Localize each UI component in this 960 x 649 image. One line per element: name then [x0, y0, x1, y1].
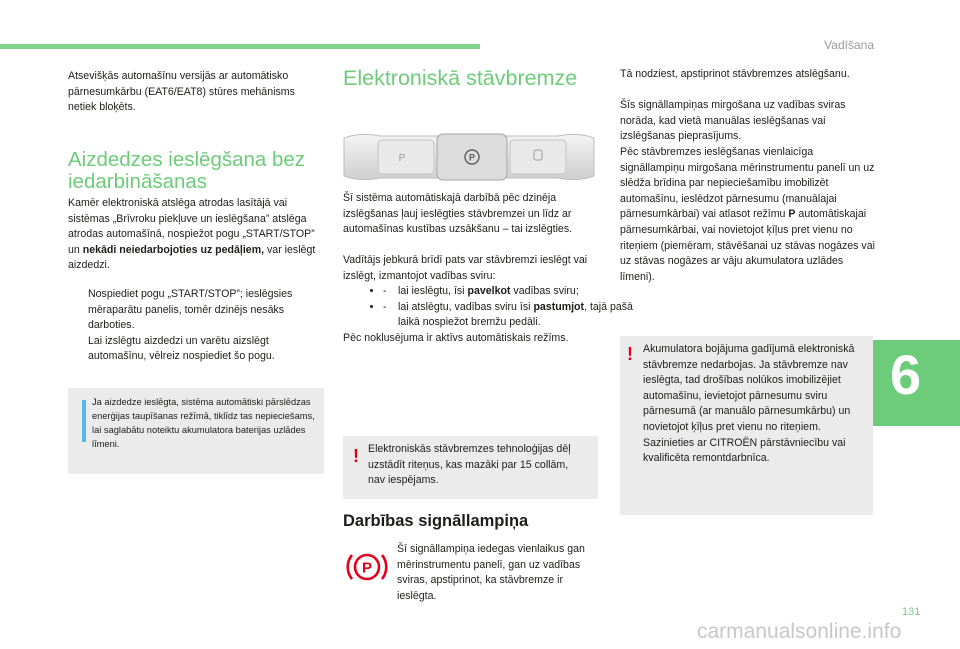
warning-note-text: Elektroniskās stāvbremzes tehnoloģijas dēļ uzstādīt riteņus, kas mazāki par 15 collām, nav iespējams.	[368, 443, 571, 487]
heading-parking-brake: Elektroniskā stāvbremze	[343, 66, 578, 90]
heading-ignition: Aizdedzes ieslēgšana bez iedarbināšanas	[68, 148, 306, 193]
heading-warning-lamp: Darbības signāllampiņa	[343, 512, 529, 530]
parking-brake-default: Pēc noklusējuma ir aktīvs automātiskais režīms.	[343, 332, 569, 344]
list-item: • - lai atslēgtu, vadības sviru īsi pastumjot, tajā pašā laikā nospiežot bremžu pedāli.	[383, 300, 633, 331]
parking-brake-intro: Šī sistēma automātiskajā darbībā pēc dzinēja izslēgšanas ļauj ieslēgties stāvbremzei un līdz ar automašīnas kustības uzsākšanu – tai izslēgties.	[343, 192, 573, 236]
parking-brake-actions	[343, 284, 633, 331]
info-note-text: Ja aizdedze ieslēgta, sistēma automātiski pārslēdzas enerģijas taupīšanas režīmā, tiklīdz tas nepieciešams, lai saglabātu noteiktu akumulatora baterijas uzlādes līmeni.	[92, 397, 315, 449]
header-accent-bar	[0, 44, 480, 49]
info-marker	[82, 400, 86, 442]
lamp-blink-paragraph: Šīs signāllampiņas mirgošana uz vadības sviras norāda, kad vietā manuālas ieslēgšanas vai izslēgšanas pieprasījums.	[620, 99, 846, 143]
list-item: Lai izslēgtu aizdedzi un varētu aizslēgt automašīnu, vēlreiz nospiediet šo pogu.	[88, 334, 275, 363]
lamp-symbol: P	[361, 559, 373, 577]
info-note	[68, 388, 324, 474]
list-item: • - lai ieslēgtu, īsi pavelkot vadības sviru;	[383, 284, 633, 300]
watermark: carmanualsonline.info	[697, 620, 902, 643]
parking-brake-manual: Vadītājs jebkurā brīdī pats var stāvbremzi ieslēgt vai izslēgt, izmantojot vadības sviru:	[343, 254, 588, 282]
parking-brake-lamp-icon	[345, 547, 389, 587]
warning-icon: !	[627, 344, 633, 364]
ignition-paragraph: Kamēr elektroniskā atslēga atrodas lasītājā vai sistēmas „Brīvroku piekļuve un ieslēgšana” atslēga atrodas automašīnā, nospiežot pogu „START/STOP” un nekādi neiedarbojoties uz pedāļiem, var ieslēgt aizdedzi.	[68, 197, 316, 272]
ignition-steps	[68, 287, 326, 365]
svg-text:P: P	[398, 153, 406, 164]
warning-note-wheels	[343, 436, 598, 499]
lamp-off-paragraph: Tā nodziest, apstiprinot stāvbremzes atslēgšanu.	[620, 68, 850, 80]
immobilize-paragraph: Pēc stāvbremzes ieslēgšanas vienlaicīga signāllampiņu mirgošana mērinstrumentu panelī un uz slēdža brīdina par nepieciešamību imobilizēt automašīnu, ieslēdzot pārnesumu (manuālajai pārnesumkārbai) vai atlasot režīmu P automātiskajai pārnesumkārbai, vai novietojot ķīļus pret vienu no riteņiem (piemēram, stāvēšanai uz stāvas nogāzes vai uz stāvas nogāzes ar vāju akumulatora uzlādes līmeni).	[620, 146, 875, 283]
warning-icon: !	[353, 446, 359, 466]
page-number: 131	[902, 606, 921, 618]
lamp-description: Šī signāllampiņa iedegas vienlaikus gan mērinstrumentu panelī, gan uz vadības sviras, apstiprinot, ka stāvbremze ir ieslēgta.	[397, 543, 585, 602]
intro-paragraph: Atsevišķās automašīnu versijās ar automātisko pārnesumkārbu (EAT6/EAT8) stūres mehānisms netiek bloķēts.	[68, 70, 295, 114]
battery-warning-text: Akumulatora bojājuma gadījumā elektroniskā stāvbremze nedarbojas. Ja stāvbremze nav ieslēgta, tad drošības nolūkos imobilizējiet automašīnu, ievietojot pārnesumu sviru pārnesumā (ar manuālo pārnesumkārbu) un novietojot ķīļus pret vienu no riteņiem. Sazinieties ar CITROËN pārstāvniecību vai kvalificēta remontdarbnīca.	[643, 343, 855, 465]
list-item: Nospiediet pogu „START/STOP”; ieslēgsies mēraparātu panelis, tomēr dzinējs nesāks darboties.	[88, 288, 293, 332]
chapter-number: 6	[890, 343, 922, 406]
warning-note-battery	[620, 336, 873, 515]
parking-brake-switch-illustration	[340, 118, 598, 194]
section-title: Vadīšana	[824, 38, 874, 52]
svg-text:P: P	[468, 152, 476, 163]
